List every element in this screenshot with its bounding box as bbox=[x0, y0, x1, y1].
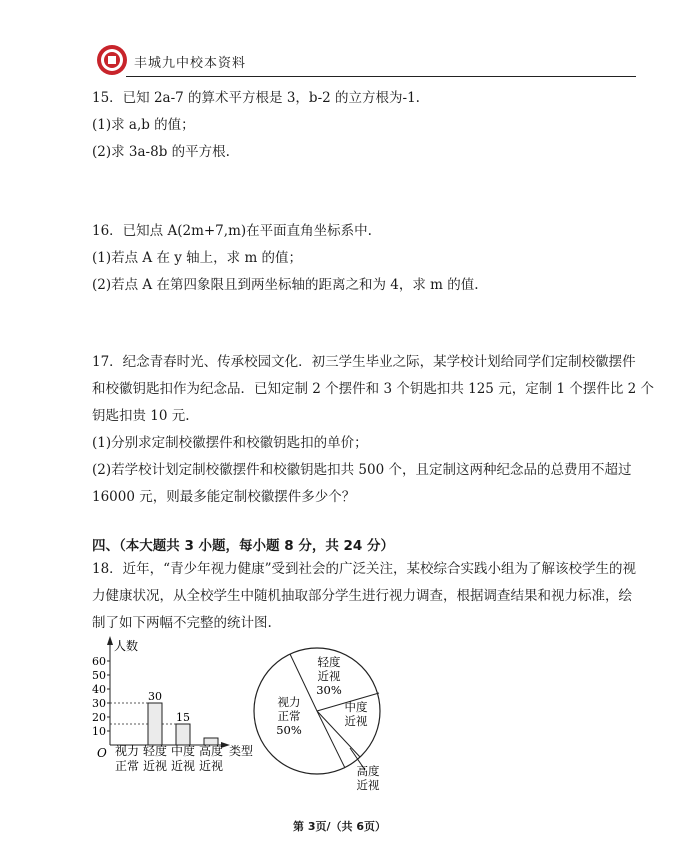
pie-slice-label: 中度 bbox=[344, 700, 368, 714]
x-axis-label: 类型 bbox=[229, 744, 254, 758]
origin-label: O bbox=[97, 746, 107, 760]
q17-part2a: (2)若学校计划定制校徽摆件和校徽钥匙扣共 500 个，且定制这两种纪念品的总费用不超过 bbox=[92, 462, 632, 478]
bar bbox=[176, 724, 190, 745]
y-tick-label: 50 bbox=[92, 669, 106, 682]
q18-line2: 力健康状况，从全校学生中随机抽取部分学生进行视力调查，根据调查结果和视力标准，绘 bbox=[92, 588, 632, 604]
bar-chart bbox=[92, 636, 253, 773]
school-name: 丰城九中校本资料 bbox=[134, 56, 247, 71]
q17-line3: 钥匙扣贵 10 元. bbox=[92, 408, 190, 424]
pie-slice-label: 高度 bbox=[356, 764, 380, 778]
pie-slice-label: 视力 bbox=[277, 695, 301, 709]
pie-slice-label: 正常 bbox=[277, 709, 301, 723]
q16-part2: (2)若点 A 在第四象限且到两坐标轴的距离之和为 4，求 m 的值. bbox=[92, 277, 479, 293]
pie-chart bbox=[254, 648, 380, 792]
section4-title: 四、（本大题共 3 小题，每小题 8 分，共 24 分） bbox=[92, 538, 395, 554]
y-tick-label: 20 bbox=[92, 711, 106, 724]
y-tick-label: 30 bbox=[92, 697, 106, 710]
pie-slice-label: 近视 bbox=[356, 778, 380, 792]
y-axis-label: 人数 bbox=[114, 639, 139, 653]
q17-part1: (1)分别求定制校徽摆件和校徽钥匙扣的单价； bbox=[92, 435, 368, 451]
pie-slice-label: 50% bbox=[276, 723, 302, 737]
q16-part1: (1)若点 A 在 y 轴上，求 m 的值； bbox=[92, 250, 303, 266]
q18-line1: 18．近年，“青少年视力健康”受到社会的广泛关注，某校综合实践小组为了解该校学生的视 bbox=[92, 561, 636, 577]
category-label: 中度 bbox=[170, 744, 196, 758]
y-tick-label: 60 bbox=[92, 655, 106, 668]
bar bbox=[148, 703, 162, 745]
q15-stem: 15．已知 2a-7 的算术平方根是 3，b-2 的立方根为-1. bbox=[92, 90, 420, 106]
bar-value-label: 15 bbox=[176, 711, 190, 724]
category-label: 高度 bbox=[198, 744, 224, 758]
page-footer: 第 3页/（共 6页） bbox=[293, 820, 386, 833]
category-label: 视力 bbox=[114, 744, 140, 758]
pie-radius-severe-b bbox=[317, 711, 345, 768]
q18-line3: 制了如下两幅不完整的统计图. bbox=[92, 615, 272, 631]
q17-line1: 17．纪念青春时光、传承校园文化．初三学生毕业之际，某学校计划给同学们定制校徽摆件 bbox=[92, 354, 636, 370]
q16-stem: 16．已知点 A(2m+7,m)在平面直角坐标系中. bbox=[92, 223, 372, 239]
q15-part1: (1)求 a,b 的值； bbox=[92, 117, 195, 133]
y-axis-arrow-icon bbox=[107, 636, 113, 645]
q17-line2: 和校徽钥匙扣作为纪念品．已知定制 2 个摆件和 3 个钥匙扣共 125 元，定制 1 个摆件比 2 个 bbox=[92, 381, 655, 397]
category-label: 近视 bbox=[142, 759, 168, 773]
pie-slice-label: 轻度 bbox=[317, 655, 341, 669]
y-tick-label: 10 bbox=[92, 725, 106, 738]
y-tick-label: 40 bbox=[92, 683, 106, 696]
q17-part2b: 16000 元，则最多能定制校徽摆件多少个？ bbox=[92, 489, 356, 505]
q15-part2: (2)求 3a-8b 的平方根. bbox=[92, 144, 230, 160]
pie-slice-label: 近视 bbox=[344, 714, 368, 728]
pie-slice-label: 近视 bbox=[317, 669, 341, 683]
category-label: 轻度 bbox=[142, 744, 168, 758]
bar-value-label: 30 bbox=[148, 690, 162, 703]
category-label: 正常 bbox=[114, 759, 140, 773]
pie-slice-label: 30% bbox=[316, 683, 342, 697]
category-label: 近视 bbox=[170, 759, 196, 773]
category-label: 近视 bbox=[198, 759, 224, 773]
